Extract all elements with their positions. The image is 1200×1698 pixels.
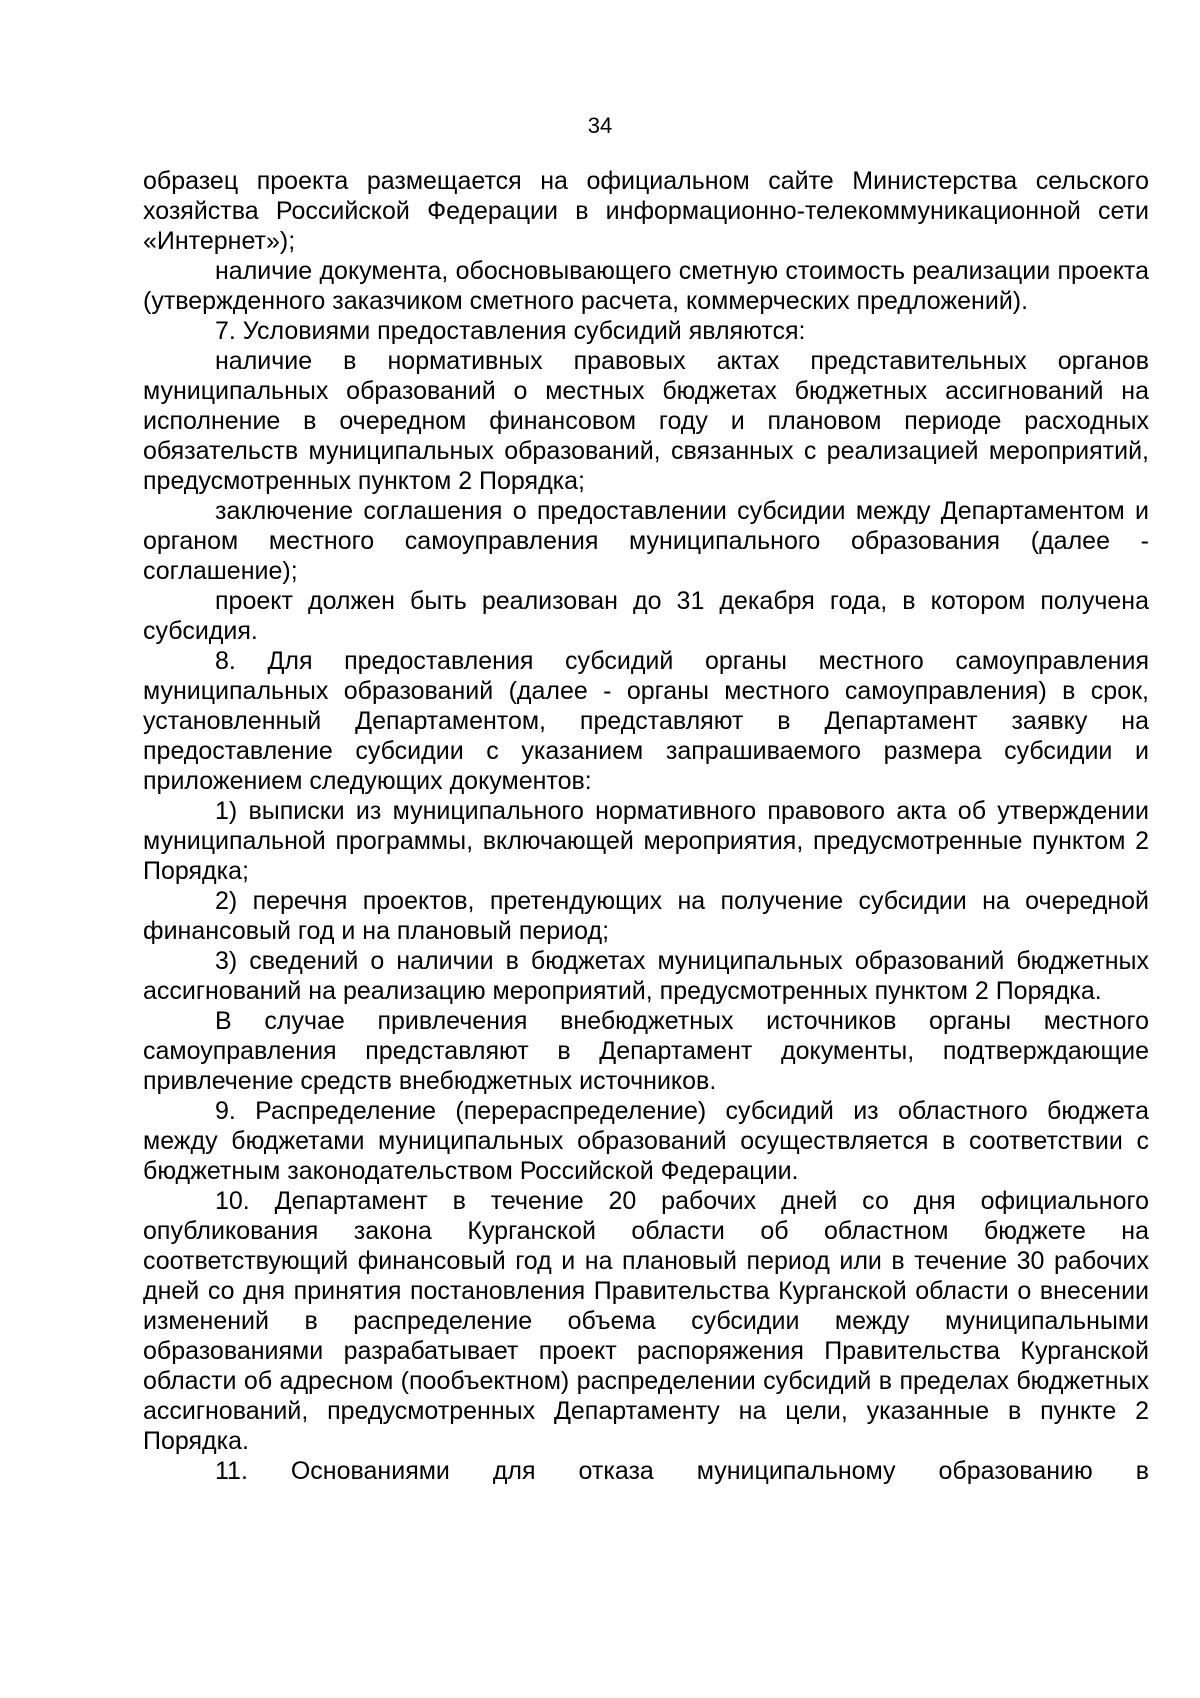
document-body bbox=[143, 166, 1149, 1486]
paragraph: 11. Основаниями для отказа муниципальному образованию в bbox=[215, 1457, 1149, 1485]
paragraph: 8. Для предоставления субсидий органы местного самоуправления муниципальных образований (далее - органы местного самоуправления) в срок, установленный Департаментом, представляют в Департамент заявку на предоставление субсидии с указанием запрашиваемого размера субсидии и приложением следующих документов: bbox=[143, 647, 1149, 795]
paragraph: заключение соглашения о предоставлении субсидии между Департаментом и органом местного самоуправления муниципального образования (далее - соглашение); bbox=[143, 497, 1149, 585]
paragraph: наличие в нормативных правовых актах представительных органов муниципальных образований о местных бюджетах бюджетных ассигнований на исполнение в очередном финансовом году и плановом периоде расходных обязательств муниципальных образований, связанных с реализацией мероприятий, предусмотренных пунктом 2 Порядка; bbox=[143, 347, 1149, 495]
paragraph: наличие документа, обосновывающего сметную стоимость реализации проекта (утвержденного заказчиком сметного расчета, коммерческих предложений). bbox=[143, 257, 1149, 315]
paragraph: 10. Департамент в течение 20 рабочих дней со дня официального опубликования закона Курганской области об областном бюджете на соответствующий финансовый год и на плановый период или в течение 30 рабочих дней со дня принятия постановления Правительства Курганской области о внесении изменений в распределение объема субсидии между муниципальными образованиями разрабатывает проект распоряжения Правительства Курганской области об адресном (пообъектном) распределении субсидий в пределах бюджетных ассигнований, предусмотренных Департаменту на цели, указанные в пункте 2 Порядка. bbox=[143, 1187, 1149, 1455]
paragraph: проект должен быть реализован до 31 декабря года, в котором получена субсидия. bbox=[143, 587, 1149, 645]
paragraph: 3) сведений о наличии в бюджетах муниципальных образований бюджетных ассигнований на реализацию мероприятий, предусмотренных пунктом 2 Порядка. bbox=[143, 947, 1149, 1005]
paragraph: 7. Условиями предоставления субсидий являются: bbox=[215, 317, 806, 345]
page-number: 34 bbox=[587, 113, 613, 138]
paragraph: 2) перечня проектов, претендующих на получение субсидии на очередной финансовый год и на плановый период; bbox=[143, 887, 1149, 945]
paragraph: В случае привлечения внебюджетных источников органы местного самоуправления представляют в Департамент документы, подтверждающие привлечение средств внебюджетных источников. bbox=[143, 1007, 1149, 1095]
paragraph: 9. Распределение (перераспределение) субсидий из областного бюджета между бюджетами муниципальных образований осуществляется в соответствии с бюджетным законодательством Российской Федерации. bbox=[143, 1097, 1149, 1185]
paragraph: образец проекта размещается на официальном сайте Министерства сельского хозяйства Российской Федерации в информационно-телекоммуникационной сети «Интернет»); bbox=[143, 167, 1149, 255]
paragraph: 1) выписки из муниципального нормативного правового акта об утверждении муниципальной программы, включающей мероприятия, предусмотренные пунктом 2 Порядка; bbox=[143, 797, 1149, 885]
